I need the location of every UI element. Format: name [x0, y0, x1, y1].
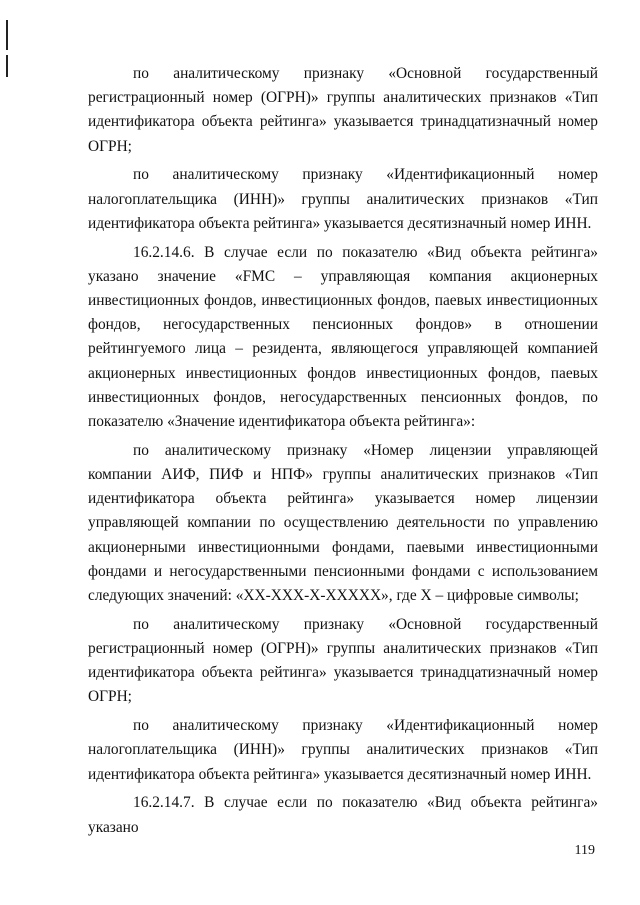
paragraph-license-number: по аналитическому признаку «Номер лицензии управляющей компании АИФ, ПИФ и НПФ» группы аналитических признаков «Тип идентификатора объекта рейтинга» указывается номер лицензии управляющей компании по осуществлению деятельности по управлению акционерными инвестиционными фондами, паевыми инвестиционными фондами и негосударственными пенсионными фондами с использованием следующих значений: «XX-XXX-X-XXXXX», где X – цифровые символы;	[88, 441, 598, 605]
margin-bar	[6, 55, 8, 77]
paragraph-ogrn-2: по аналитическому признаку «Основной государственный регистрационный номер (ОГРН)» группы аналитических признаков «Тип идентификатора объекта рейтинга» указывается тринадцатизначный номер ОГРН;	[88, 615, 598, 706]
paragraph-16-2-14-6: 16.2.14.6. В случае если по показателю «Вид объекта рейтинга» указано значение «FMC – управляющая компания акционерных инвестиционных фондов, инвестиционных фондов, паевых инвестиционных фондов, негосударственных пенсионных фондов» в отношении рейтингуемого лица – резидента, являющегося управляющей компанией акционерных инвестиционных фондов инвестиционных фондов, паевых инвестиционных фондов, негосударственных пенсионных фондов, по показателю «Значение идентификатора объекта рейтинга»:	[88, 243, 598, 431]
document-body	[88, 62, 598, 844]
margin-bar	[6, 20, 8, 50]
paragraph-ogrn: по аналитическому признаку «Основной государственный регистрационный номер (ОГРН)» группы аналитических признаков «Тип идентификатора объекта рейтинга» указывается тринадцатизначный номер ОГРН;	[88, 65, 598, 155]
paragraph-inn-2: по аналитическому признаку «Идентификационный номер налогоплательщика (ИНН)» группы аналитических признаков «Тип идентификатора объекта рейтинга» указывается десятизначный номер ИНН.	[88, 717, 598, 783]
paragraph-inn: по аналитическому признаку «Идентификационный номер налогоплательщика (ИНН)» группы аналитических признаков «Тип идентификатора объекта рейтинга» указывается десятизначный номер ИНН.	[88, 166, 598, 232]
page-number: 119	[574, 843, 595, 858]
paragraph-16-2-14-7: 16.2.14.7. В случае если по показателю «Вид объекта рейтинга» указано	[88, 794, 598, 836]
